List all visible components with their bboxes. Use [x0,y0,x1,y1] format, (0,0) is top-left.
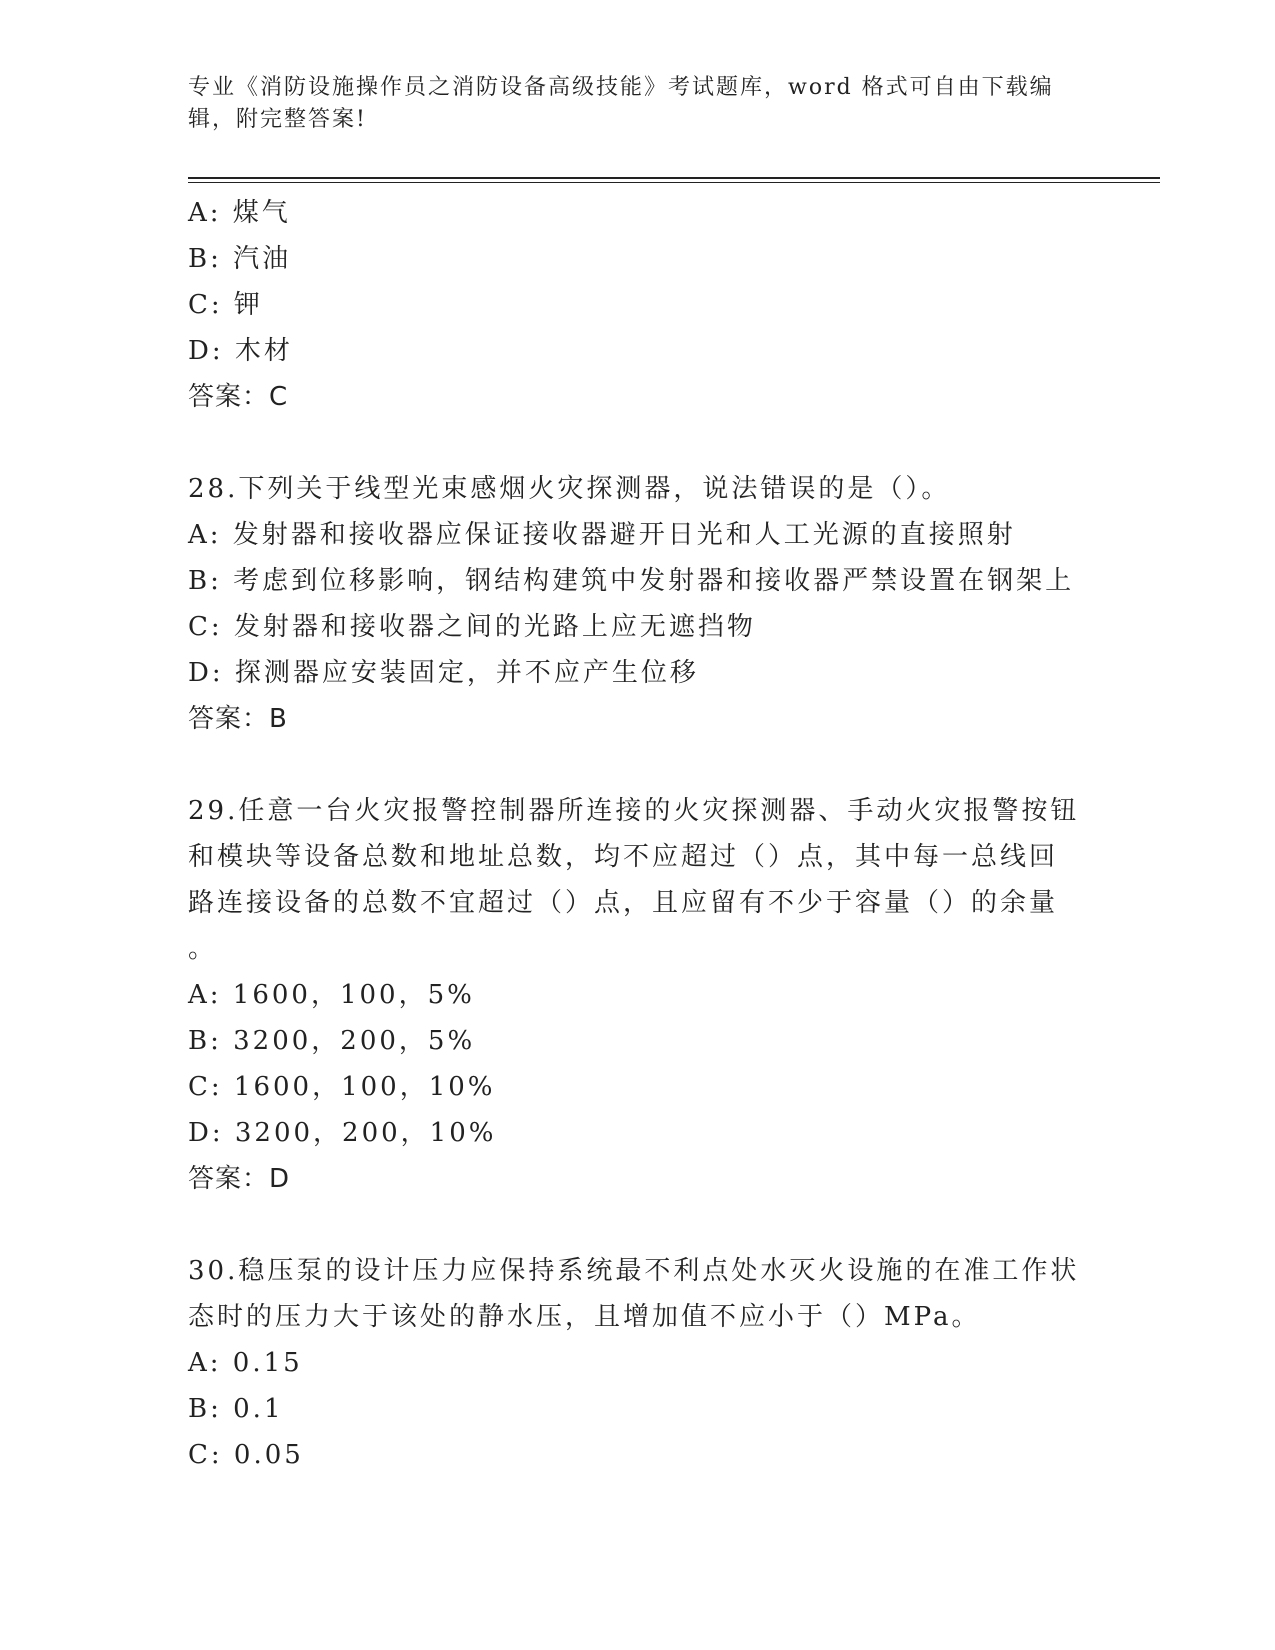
question-27 [188,190,1088,420]
option-c: C: 发射器和接收器之间的光路上应无遮挡物 [188,612,756,642]
option-b: B: 0.1 [188,1394,284,1424]
answer: 答案：C [188,382,289,412]
option-d: D: 3200，200，10% [188,1118,497,1148]
question-30 [188,1248,1088,1478]
question-text: 28.下列关于线型光束感烟火灾探测器，说法错误的是（）。 [188,474,951,504]
header-rule-thick [188,177,1160,179]
question-list [188,190,1088,1478]
question-text-line-1: 29.任意一台火灾报警控制器所连接的火灾探测器、手动火灾报警按钮 [188,796,1080,826]
question-29 [188,788,1088,1202]
question-text-line-2: 和模块等设备总数和地址总数，均不应超过（）点，其中每一总线回 [188,842,1059,872]
question-28 [188,466,1088,742]
answer: 答案：B [188,704,288,734]
option-a: A: 0.15 [188,1348,303,1378]
question-text-line-4: 。 [188,934,218,964]
option-b: B: 3200，200，5% [188,1026,476,1056]
option-c: C: 0.05 [188,1440,304,1470]
answer: 答案：D [188,1164,291,1194]
question-text-line-3: 路连接设备的总数不宜超过（）点，且应留有不少于容量（）的余量 [188,888,1059,918]
spacer [188,420,1088,466]
spacer [188,742,1088,788]
option-c: C: 钾 [188,290,263,320]
document-header [188,72,1068,136]
question-text-line-2: 态时的压力大于该处的静水压，且增加值不应小于（）MPa。 [188,1302,981,1332]
option-a: A: 1600，100，5% [188,980,475,1010]
question-text-line-1: 30.稳压泵的设计压力应保持系统最不利点处水灭火设施的在准工作状 [188,1256,1080,1286]
spacer [188,1202,1088,1248]
option-a: A: 煤气 [188,198,291,228]
option-d: D: 探测器应安装固定，并不应产生位移 [188,658,699,688]
option-b: B: 汽油 [188,244,292,274]
option-d: D: 木材 [188,336,293,366]
option-c: C: 1600，100，10% [188,1072,496,1102]
option-b: B: 考虑到位移影响，钢结构建筑中发射器和接收器严禁设置在钢架上 [188,566,1075,596]
header-line-1: 专业《消防设施操作员之消防设备高级技能》考试题库，word 格式可自由下载编 [188,75,1054,100]
header-rule-thin [188,182,1160,183]
option-a: A: 发射器和接收器应保证接收器避开日光和人工光源的直接照射 [188,520,1016,550]
header-line-2: 辑，附完整答案! [188,107,367,132]
